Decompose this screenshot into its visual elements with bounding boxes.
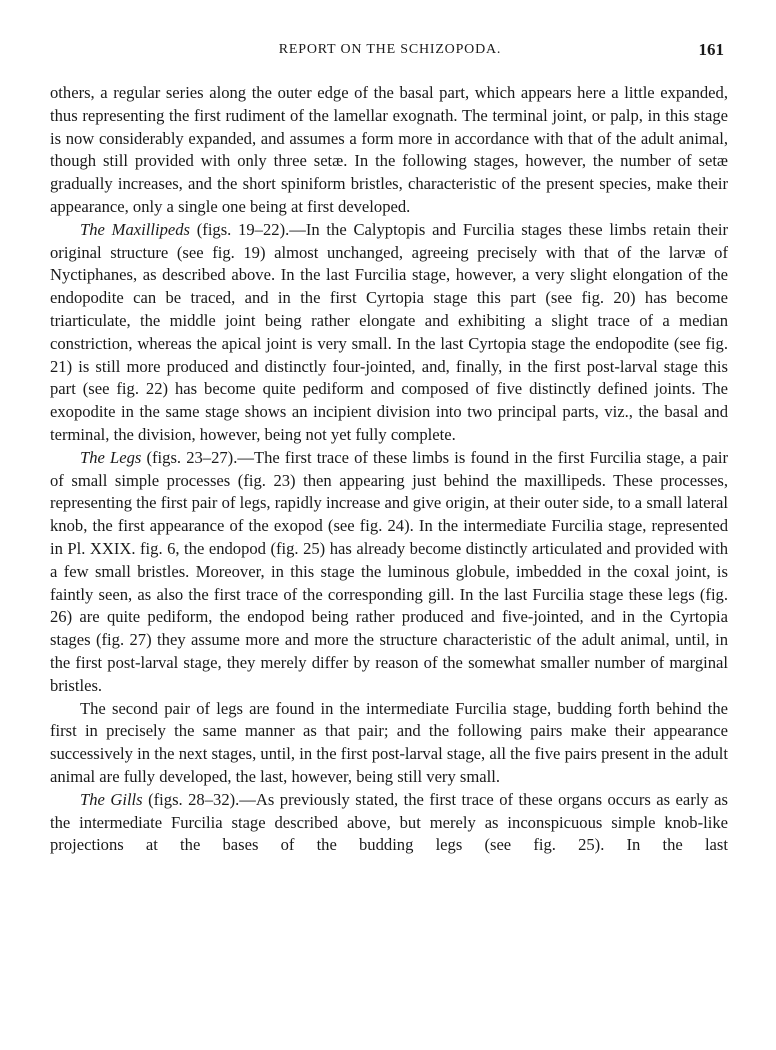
page-number: 161	[698, 40, 724, 59]
paragraph-maxillipeds	[50, 219, 728, 447]
paragraph-gills	[50, 789, 728, 857]
paragraph-continuation	[50, 82, 728, 219]
page-header	[50, 42, 730, 66]
section-title-gills: The Gills	[80, 789, 143, 809]
running-title: REPORT ON THE SCHIZOPODA.	[278, 42, 502, 57]
paragraph-text: others, a regular series along the outer edge of the basal part, which appears here a little expanded, thus representing the first rudiment of the lamellar exognath. The terminal joint, or palp, in this stage is now considerably expanded, and assumes a form more in accordance with that of the adult animal, though still provided with only three setæ. In the following stages, however, the number of setæ gradually increases, and the short spiniform bristles, characteristic of the present species, make their appearance, only a single one being at first developed.	[50, 83, 728, 216]
section-title-maxillipeds: The Maxillipeds	[80, 219, 190, 239]
body-text	[50, 82, 728, 857]
paragraph-text: The second pair of legs are found in the intermediate Furcilia stage, budding forth behind the first in precisely the same manner as that pair; and the following pairs make their appearance successively in the next stages, until, in the first post-larval stage, all the five pairs present in the adult animal are fully developed, the last, however, being still very small.	[50, 698, 728, 786]
paragraph-legs	[50, 447, 728, 698]
paragraph-second-legs	[50, 698, 728, 789]
section-title-legs: The Legs	[80, 447, 142, 467]
paragraph-text: (figs. 23–27).—The first trace of these limbs is found in the first Furcilia stage, a pair of small simple processes (fig. 23) then appearing just behind the maxillipeds. These processes, representing the first pair of legs, rapidly increase and give origin, at their outer side, to a small lateral knob, the first appearance of the exopod (see fig. 24). In the intermediate Furcilia stage, represented in Pl. XXIX. fig. 6, the endopod (fig. 25) has already become distinctly articulated and provided with a few small bristles. Moreover, in this stage the luminous globule, imbedded in the coxal joint, is faintly seen, as also the first trace of the corresponding gill. In the last Furcilia stage these legs (fig. 26) are quite pediform, the endopod being rather produced and five-jointed, and in the Cyrtopia stages (fig. 27) they assume more and more the structure characteristic of the adult animal, until, in the first post-larval stage, they merely differ by reason of the somewhat smaller number of marginal bristles.	[50, 447, 728, 695]
paragraph-text: (figs. 28–32).—As previously stated, the first trace of these organs occurs as early as the intermediate Furcilia stage described above, but merely as inconspicuous simple knob-like projections at the bases of the budding legs (see fig. 25). In the last	[50, 789, 729, 855]
paragraph-text: (figs. 19–22).—In the Calyptopis and Furcilia stages these limbs retain their original structure (see fig. 19) almost unchanged, agreeing precisely with that of the larvæ of Nyctiphanes, as described above. In the last Furcilia stage, however, a very slight elongation of the endopodite can be traced, and in the first Cyrtopia stage this part (see fig. 20) has become triarticulate, the middle joint being rather elongate and exhibiting a slight trace of a median constriction, whereas the apical joint is very small. In the last Cyrtopia stage the endopodite (see fig. 21) is still more produced and distinctly four-jointed, and, finally, in the first post-larval stage this part (see fig. 22) has become quite pediform and composed of five distinctly defined joints. The exopodite in the same stage shows an incipient division into two principal parts, viz., the basal and terminal, the division, however, being not yet fully complete.	[50, 219, 728, 444]
